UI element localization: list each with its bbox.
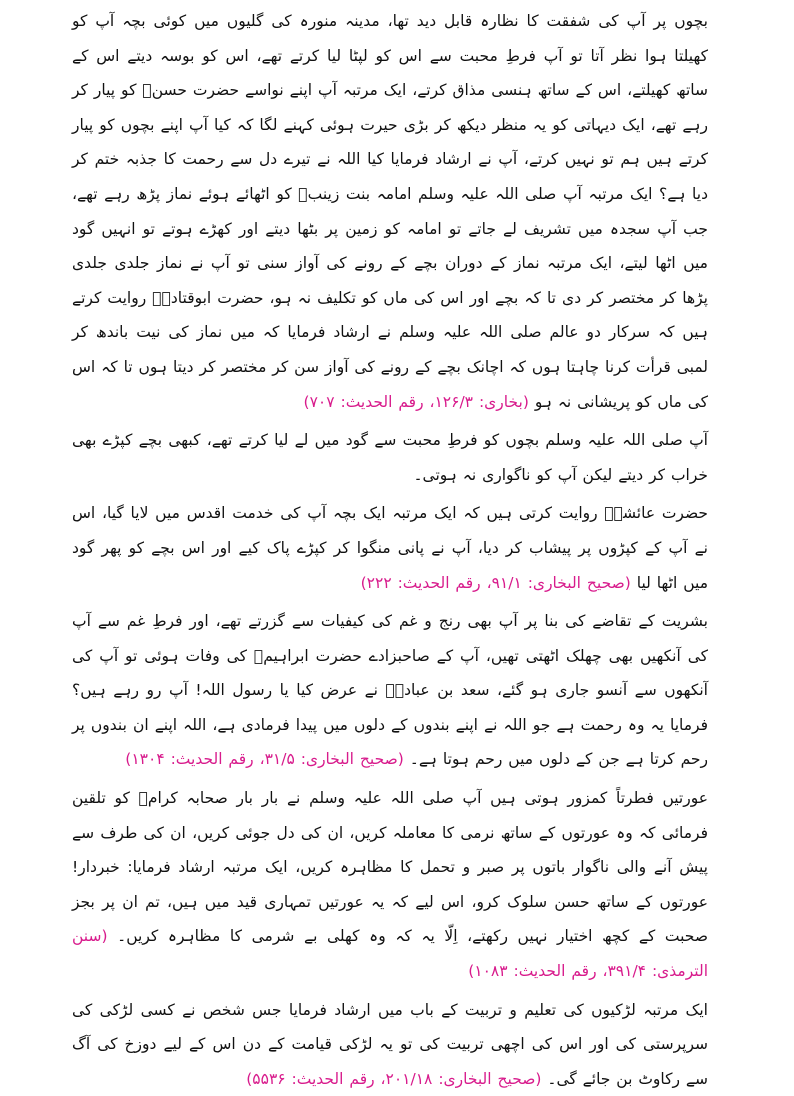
paragraph-children-clothes bbox=[72, 423, 708, 492]
paragraph-text: عورتیں فطرتاً کمزور ہوتی ہیں آپ صلی اللہ علیہ وسلم نے بار بار صحابہ کرامؓ کو تلقین فرمائی کہ وہ عورتوں کے ساتھ نرمی کا معاملہ کریں، ان کی دل جوئی کریں، ان کی طرف سے پیش آنے والی ناگوار باتوں پر صبر و تحمل کا مظاہرہ کریں، ایک مرتبہ ارشاد فرمایا: خبردار! عورتوں کے ساتھ حسن سلوک کرو، اس لیے کہ یہ عورتیں تمہاری قید میں ہیں، تم ان پر بجز صحبت کے کچھ اختیار نہیں رکھتے، اِلّا یہ کہ وہ کھلی بے شرمی کا مظاہرہ کریں۔ bbox=[72, 789, 708, 946]
hadith-reference: (صحیح البخاری: ۹۱/۱، رقم الحدیث: ۲۲۲) bbox=[360, 573, 631, 592]
paragraph-daughters-upbringing bbox=[72, 993, 708, 1096]
paragraph-text: ایک مرتبہ لڑکیوں کی تعلیم و تربیت کے باب میں ارشاد فرمایا جس شخص نے کسی لڑکی کی سرپرستی کی اور اس کی اچھی تربیت کی تو یہ لڑکی قیامت کے دن اس کے لیے دوزخ کی آگ سے رکاوٹ بن جائے گی۔ bbox=[72, 1000, 708, 1088]
paragraph-text: حضرت عائشہؓ روایت کرتی ہیں کہ ایک مرتبہ ایک بچہ آپ کی خدمت اقدس میں لایا گیا، اس نے آپ کے کپڑوں پر پیشاب کر دیا، آپ نے پانی منگوا کر کپڑے پاک کیے اور اس بچے کو پھر گود میں اٹھا لیا bbox=[72, 504, 708, 592]
paragraph-text: بشریت کے تقاضے کی بنا پر آپ بھی رنج و غم کی کیفیات سے گزرتے تھے، اور فرطِ غم سے آپ کی آنکھیں بھی چھلک اٹھتی تھیں، آپ کے صاحبزادے حضرت ابراہیمؓ کی وفات ہوئی تو آپ کی آنکھوں سے آنسو جاری ہو گئے، سعد بن عبادہؓ نے عرض کیا یا رسول اللہ! آپ رو رہے ہیں؟ فرمایا یہ وہ رحمت ہے جو اللہ نے اپنے بندوں کے دلوں میں پیدا فرمادی ہے، اللہ اپنے ان بندوں پر رحم کرتا ہے جن کے دلوں میں رحم ہوتا ہے۔ bbox=[72, 612, 708, 769]
paragraph-grief-ibrahim bbox=[72, 604, 708, 777]
hadith-reference: (صحیح البخاری: ۳۱/۵، رقم الحدیث: ۱۳۰۴) bbox=[125, 750, 404, 769]
hadith-reference: (بخاری: ۱۲۶/۳، رقم الحدیث: ۷۰۷) bbox=[303, 392, 529, 411]
hadith-reference: (صحیح البخاری: ۲۰۱/۱۸، رقم الحدیث: ۵۵۳۶) bbox=[246, 1069, 542, 1088]
paragraph-aisha-narration bbox=[72, 496, 708, 600]
paragraph-text: بچوں پر آپ کی شفقت کا نظارہ قابل دید تھا، مدینہ منورہ کی گلیوں میں کوئی بچہ آپ کو کھیلتا ہوا نظر آتا تو آپ فرطِ محبت سے اس کو لپٹا لیا کرتے تھے، اس کو بوسہ دیتے اس کے ساتھ کھیلتے، اس کے ساتھ ہنسی مذاق کرتے، ایک مرتبہ آپ اپنے نواسے حضرت حسنؓ کو پیار کر رہے تھے، ایک دیہاتی کو یہ منظر دیکھ کر بڑی حیرت ہوئی کہنے لگا کہ کیا آپ اپنے بچوں کو پیار کرتے ہیں ہم تو نہیں کرتے، آپ نے ارشاد فرمایا کیا اللہ نے تیرے دل سے رحمت کا جذبہ ختم کر دیا ہے؟ ایک مرتبہ آپ صلی اللہ علیہ وسلم امامہ بنت زینبؓ کو اٹھائے ہوئے نماز پڑھ رہے تھے، جب آپ سجدہ میں تشریف لے جاتے تو امامہ کو زمین پر بٹھا دیتے اور کھڑے ہوتے تو انہیں گود میں اٹھا لیتے، ایک مرتبہ نماز کے دوران بچے کے رونے کی آواز سنی تو آپ نے نماز جلدی جلدی پڑھا کر مختصر کر دی تا کہ بچے اور اس کی ماں کو تکلیف نہ ہو، حضرت ابوقتادہؓ روایت کرتے ہیں کہ سرکار دو عالم صلی اللہ علیہ وسلم نے ارشاد فرمایا کہ میں نماز کی نیت باندھ کر لمبی قرأت کرنا چاہتا ہوں کہ اچانک بچے کے رونے کی آواز سن کر مختصر کر دیتا ہوں تا کہ اس کی ماں کو پریشانی نہ ہو bbox=[72, 12, 708, 411]
paragraph-children-mercy bbox=[72, 4, 708, 419]
paragraph-women-kindness bbox=[72, 781, 708, 989]
paragraph-text: آپ صلی اللہ علیہ وسلم بچوں کو فرطِ محبت سے گود میں لے لیا کرتے تھے، کبھی بچے کپڑے بھی خراب کر دیتے لیکن آپ کو ناگواری نہ ہوتی۔ bbox=[72, 431, 708, 484]
hadith-reference: (سنن الترمذی: ۳۹۱/۴، رقم الحدیث: ۱۰۸۳) bbox=[72, 927, 708, 981]
